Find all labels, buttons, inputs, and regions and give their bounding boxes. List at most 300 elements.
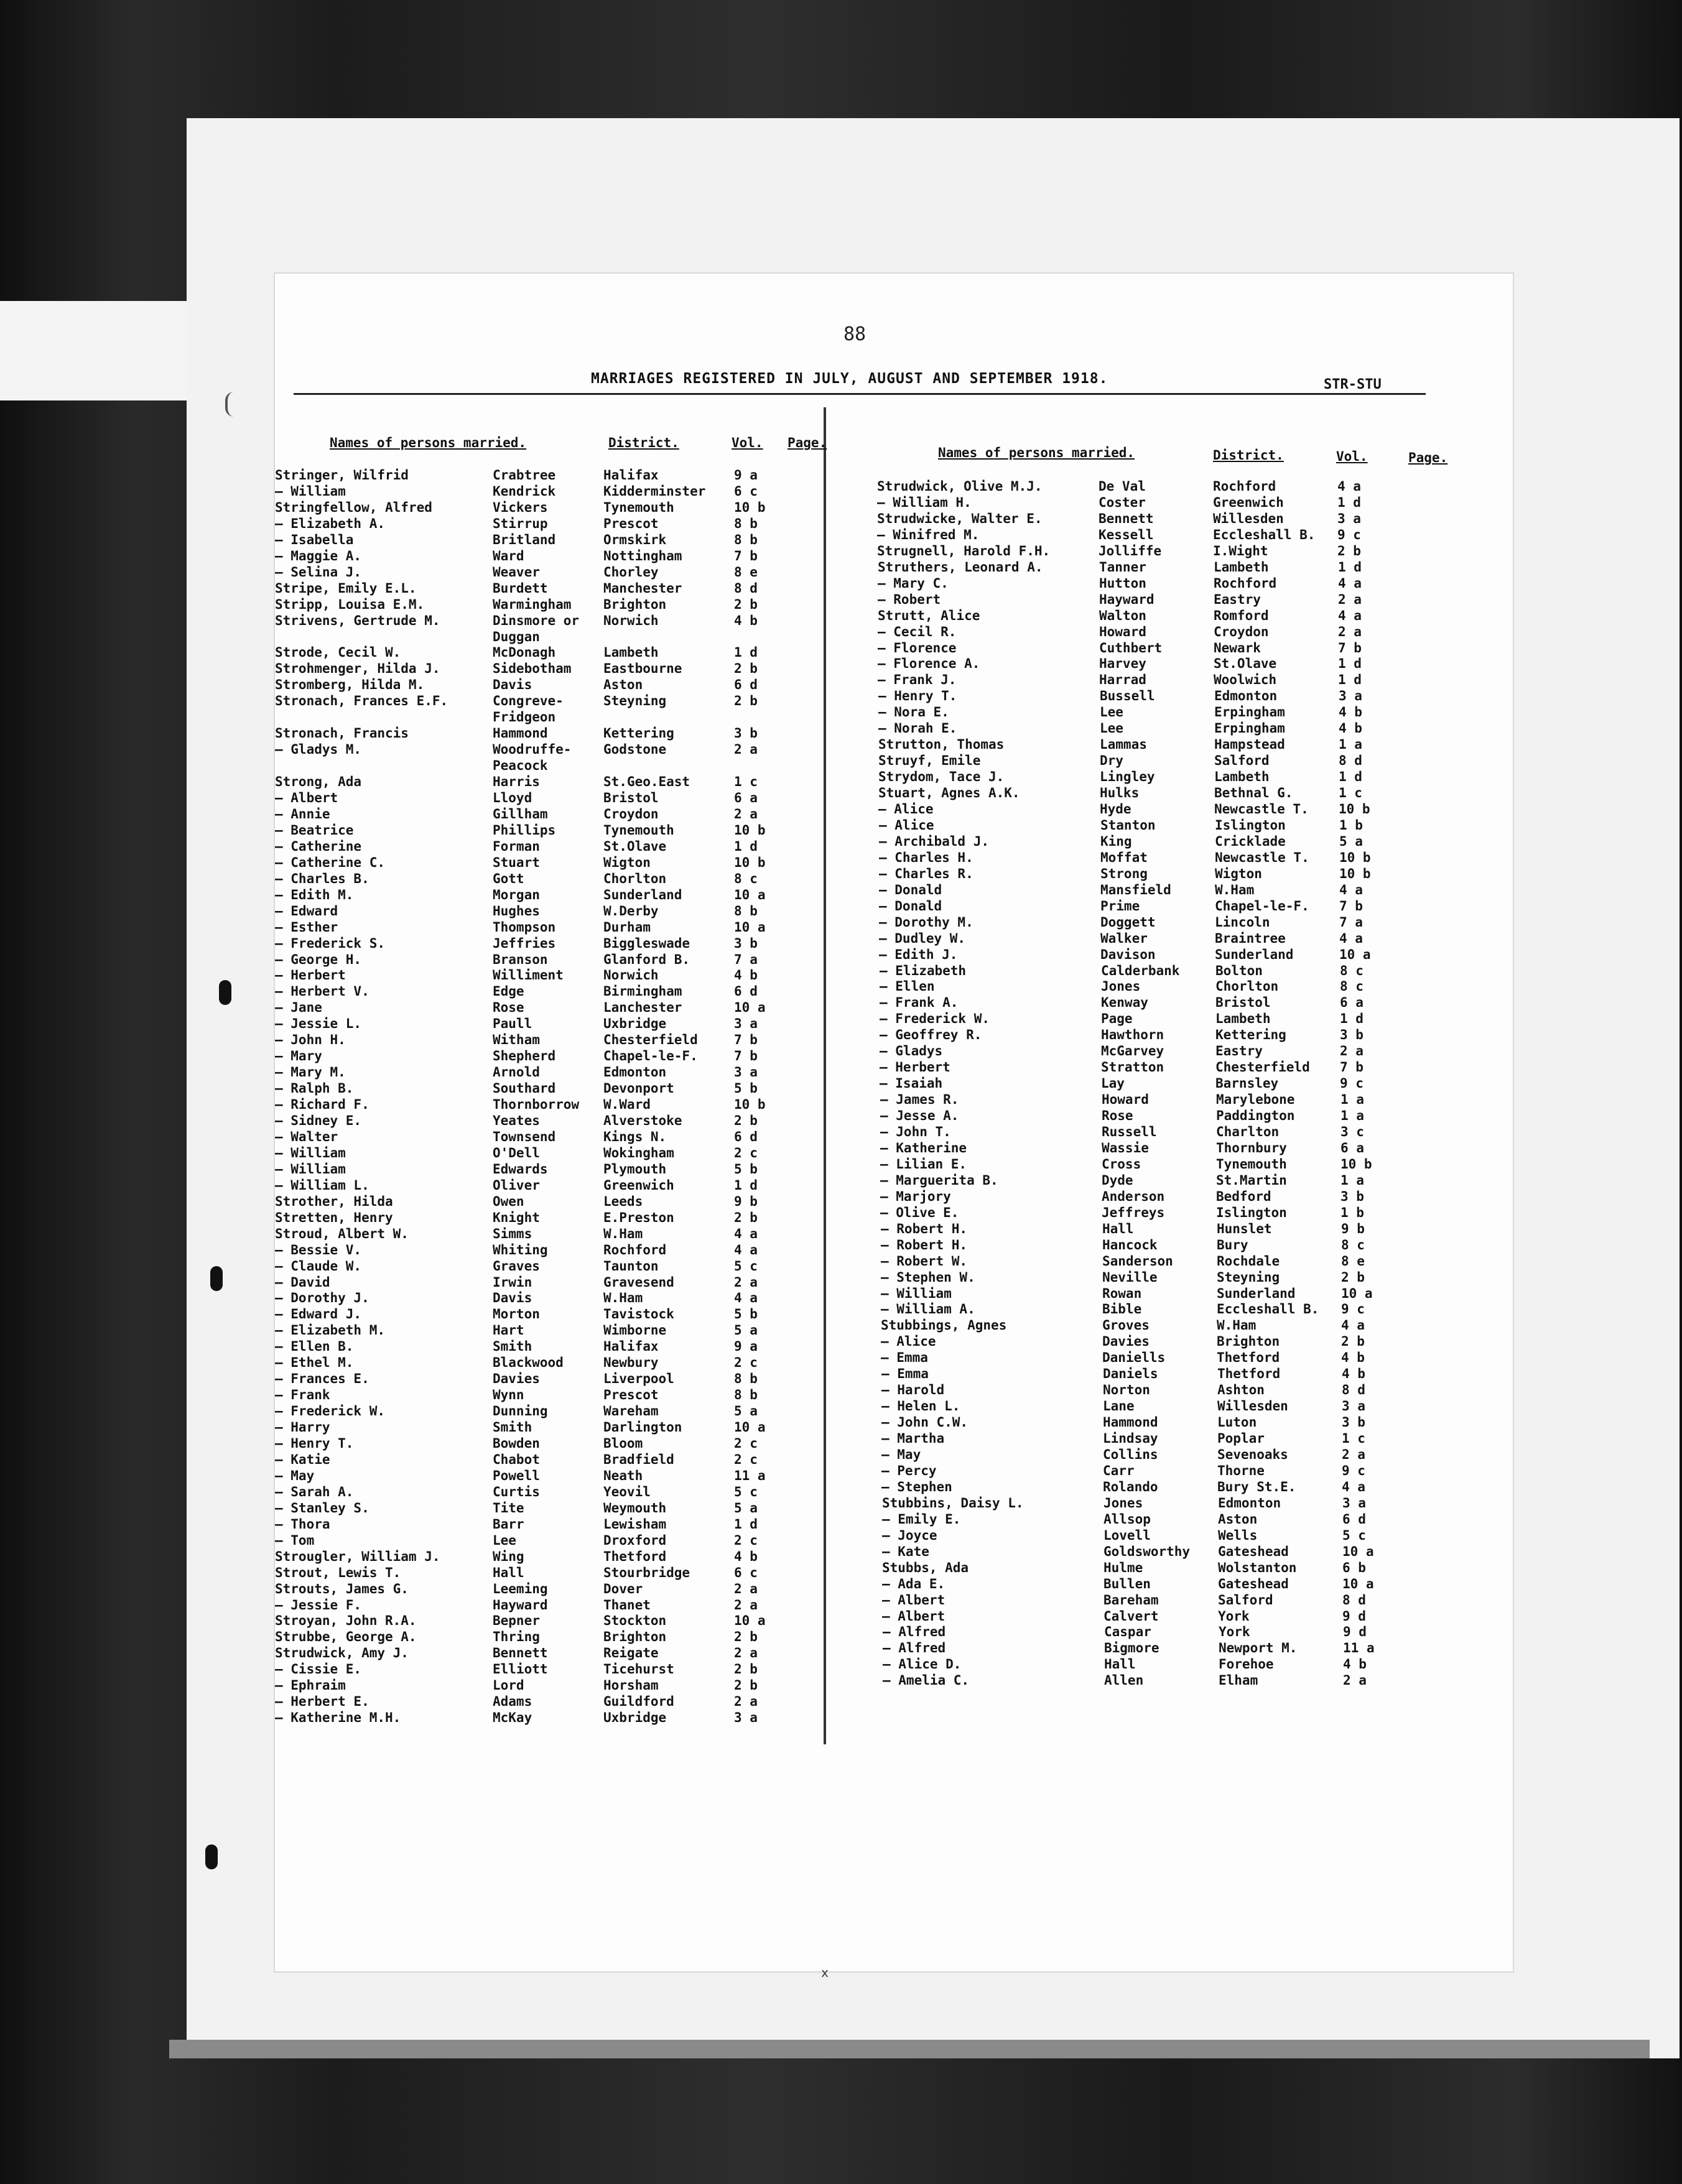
cell-spouse: Rose	[1102, 1108, 1133, 1123]
cell-name: — William	[275, 1145, 346, 1160]
cell-spouse: Dyde	[1102, 1173, 1133, 1188]
cell-vol: 9 a	[734, 1339, 758, 1354]
cell-name: — Ellen	[880, 979, 935, 994]
cell-district: Rochdale	[1217, 1254, 1280, 1269]
cell-spouse: Hyde	[1100, 802, 1131, 817]
cell-district: Kettering	[603, 726, 674, 741]
cell-spouse: Tite	[493, 1501, 524, 1515]
cell-district: Durham	[603, 920, 651, 935]
cell-district: Lambeth	[1214, 560, 1269, 575]
cell-name: — Stephen W.	[881, 1270, 975, 1285]
cell-name: — Charles B.	[275, 871, 369, 886]
cell-vol: 2 c	[734, 1145, 758, 1160]
cell-vol: 2 c	[734, 1452, 758, 1467]
punch-hole-1	[225, 392, 234, 417]
cell-spouse: Lay	[1101, 1076, 1125, 1091]
cell-spouse: Norton	[1103, 1382, 1150, 1397]
cell-spouse: Bennett	[1099, 511, 1154, 526]
cell-vol: 1 d	[734, 645, 758, 660]
cell-spouse: Strong	[1100, 866, 1148, 881]
cell-name: — Marguerita B.	[880, 1173, 998, 1188]
cell-spouse: Harris	[493, 774, 540, 789]
cell-name: Stroyan, John R.A.	[275, 1613, 417, 1628]
cell-vol: 1 a	[1339, 737, 1362, 752]
cell-vol: 5 c	[1342, 1528, 1366, 1543]
cell-spouse: Groves	[1102, 1318, 1150, 1333]
cell-spouse: Shepherd	[493, 1048, 556, 1063]
cell-vol: 9 c	[1342, 1463, 1365, 1478]
cell-vol: 6 d	[734, 984, 758, 999]
cell-vol: 1 d	[734, 1178, 758, 1193]
cell-name: — Beatrice	[275, 823, 354, 838]
cell-district: Thetford	[1217, 1350, 1280, 1365]
cell-vol: 10 b	[734, 823, 766, 838]
cell-district: Wigton	[603, 855, 651, 870]
cell-vol: 2 b	[734, 1113, 758, 1128]
cell-name: Strydom, Tace J.	[878, 769, 1005, 784]
cell-spouse: Bowden	[493, 1436, 540, 1451]
header-vol: Vol.	[732, 435, 763, 450]
cell-district: W.Ham	[1217, 1318, 1257, 1333]
cell-district: Halifax	[603, 468, 659, 483]
cell-district: Newbury	[603, 1355, 659, 1370]
cell-vol: 8 c	[1340, 963, 1364, 978]
cell-name: — Stephen	[881, 1479, 952, 1494]
cell-spouse: Rowan	[1102, 1286, 1142, 1301]
cell-name: Struyf, Emile	[878, 753, 981, 768]
cell-spouse: Davis	[493, 1290, 532, 1305]
cell-vol: 8 d	[1342, 1382, 1365, 1397]
cell-district: Wolstanton	[1218, 1560, 1297, 1575]
cell-district: Rochford	[1214, 576, 1277, 591]
cell-district: Glanford B.	[603, 952, 690, 967]
cell-spouse: Dunning	[493, 1404, 548, 1418]
punch-hole-4	[205, 1844, 218, 1869]
cell-spouse: Adams	[493, 1694, 532, 1709]
cell-name: — May	[881, 1447, 921, 1462]
cell-district: Leeds	[603, 1194, 643, 1209]
cell-vol: 10 b	[734, 500, 766, 515]
cell-name: — William A.	[881, 1302, 975, 1316]
cell-vol: 3 a	[1342, 1399, 1365, 1414]
cell-name: Strougler, William J.	[275, 1549, 440, 1564]
cell-name: — Jane	[275, 1000, 322, 1015]
cell-vol: 9 c	[1337, 527, 1361, 542]
cell-name: — Bessie V.	[275, 1242, 362, 1257]
cell-spouse: Hart	[493, 1323, 524, 1338]
cell-vol: 7 a	[1339, 915, 1363, 930]
cell-vol: 2 b	[734, 1210, 758, 1225]
cell-district: Wokingham	[603, 1145, 674, 1160]
cell-spouse: Gott	[493, 871, 524, 886]
cell-name: — Albert	[275, 790, 338, 805]
cell-spouse: Hall	[1102, 1221, 1134, 1236]
cell-district: Prescot	[603, 1387, 659, 1402]
cell-district: Tavistock	[603, 1307, 674, 1321]
cell-spouse: Smith	[493, 1339, 532, 1354]
cell-vol: 7 b	[1340, 1060, 1364, 1075]
cell-spouse: Congreve-	[493, 693, 564, 708]
cell-spouse: Paull	[493, 1016, 532, 1031]
cell-district: Newcastle T.	[1214, 802, 1309, 817]
cell-spouse: Lord	[493, 1678, 524, 1693]
cell-vol: 8 d	[734, 581, 758, 596]
cell-district: Brighton	[1217, 1334, 1280, 1349]
cell-vol: 10 b	[734, 1097, 766, 1112]
cell-spouse: Rolando	[1103, 1479, 1158, 1494]
cell-spouse: Bareham	[1104, 1593, 1159, 1608]
paper-edge-shadow	[169, 2040, 1650, 2058]
cell-vol: 2 a	[1338, 592, 1362, 607]
cell-district: Erpingham	[1214, 705, 1285, 720]
cell-name: — William	[275, 484, 346, 499]
cell-vol: 3 a	[1342, 1496, 1366, 1511]
cell-name: — Dorothy J.	[275, 1290, 369, 1305]
cell-district: Aston	[1218, 1512, 1258, 1527]
cell-vol: 8 e	[734, 565, 758, 580]
cell-name: — Gladys M.	[275, 742, 362, 757]
cell-vol: 1 d	[1339, 769, 1362, 784]
cell-spouse: Lloyd	[493, 790, 532, 805]
cell-vol: 2 a	[1343, 1673, 1367, 1688]
cell-district: I.Wight	[1213, 544, 1268, 558]
cell-name: — Olive E.	[880, 1205, 959, 1220]
header-rule	[294, 393, 1426, 395]
cell-spouse: Goldsworthy	[1104, 1544, 1191, 1559]
cell-vol: 10 a	[1341, 1286, 1373, 1301]
cell-name: Stripp, Louisa E.M.	[275, 597, 425, 612]
cell-vol: 4 a	[1339, 882, 1363, 897]
cell-vol: 2 a	[1338, 624, 1362, 639]
cell-spouse: Carr	[1103, 1463, 1135, 1478]
cell-district: Barnsley	[1215, 1076, 1279, 1091]
cell-spouse: Cross	[1102, 1157, 1141, 1172]
cell-spouse: McDonagh	[493, 645, 556, 660]
cell-district: Tynemouth	[603, 823, 674, 838]
cell-spouse: Bennett	[493, 1645, 548, 1660]
cell-name: — William	[275, 1162, 346, 1177]
cell-spouse: Hutton	[1099, 576, 1146, 591]
cell-name: — Katherine	[880, 1141, 967, 1155]
cell-spouse: Owen	[493, 1194, 524, 1209]
cell-vol: 5 c	[734, 1259, 758, 1274]
cell-spouse: Graves	[493, 1259, 540, 1274]
cell-vol: 10 a	[734, 1613, 766, 1628]
cell-district: Edmonton	[603, 1065, 667, 1080]
cell-spouse: Cuthbert	[1099, 641, 1163, 655]
cell-spouse: King	[1100, 834, 1132, 849]
cell-name: — Cissie E.	[275, 1662, 362, 1677]
cell-vol: 4 a	[734, 1290, 758, 1305]
cell-name: — Frank	[275, 1387, 330, 1402]
cell-name: — James R.	[880, 1092, 959, 1107]
cell-district: Islington	[1216, 1205, 1287, 1220]
cell-name: — Selina J.	[275, 565, 362, 580]
cell-spouse: Woodruffe-	[493, 742, 572, 757]
cell-district: E.Preston	[603, 1210, 674, 1225]
cell-name: — Henry T.	[878, 688, 957, 703]
cell-name: — May	[275, 1468, 315, 1483]
cell-district: Marylebone	[1216, 1092, 1295, 1107]
cell-district: Eastry	[1214, 592, 1261, 607]
cell-name: — Martha	[881, 1431, 945, 1446]
cell-district: Kettering	[1215, 1027, 1286, 1042]
cell-name: — Thora	[275, 1517, 330, 1532]
cell-name: — Alfred	[883, 1640, 946, 1655]
cell-spouse: Harrad	[1099, 672, 1146, 687]
cell-name: Stronach, Frances E.F.	[275, 693, 448, 708]
cell-name: — Robert H.	[881, 1238, 968, 1252]
cell-name: — Elizabeth M.	[275, 1323, 386, 1338]
cell-name: — Cecil R.	[878, 624, 957, 639]
cell-district: Wells	[1218, 1528, 1258, 1543]
cell-vol: 4 a	[1341, 1318, 1365, 1333]
cell-district: Brighton	[603, 1629, 667, 1644]
cell-name: — Helen L.	[881, 1399, 960, 1414]
cell-vol: 1 d	[1338, 672, 1362, 687]
cell-vol: 1 c	[734, 774, 758, 789]
cell-spouse: Gillham	[493, 807, 548, 821]
cell-name: — Geoffrey R.	[880, 1027, 982, 1042]
cell-name: — Frances E.	[275, 1371, 369, 1386]
cell-name: Stripe, Emily E.L.	[275, 581, 417, 596]
cell-vol: 9 b	[734, 1194, 758, 1209]
cell-vol: 8 d	[1342, 1593, 1366, 1608]
cell-district: Elham	[1219, 1673, 1258, 1688]
cell-spouse: Hawthorn	[1101, 1027, 1164, 1042]
cell-name: — Herbert E.	[275, 1694, 369, 1709]
index-code: STR-STU	[1324, 377, 1382, 392]
cell-spouse: McGarvey	[1101, 1043, 1164, 1058]
cell-name: — Elizabeth	[880, 963, 967, 978]
cell-district: Rochford	[603, 1242, 667, 1257]
cell-spouse: Lee	[1100, 705, 1123, 720]
cell-name: Stringer, Wilfrid	[275, 468, 409, 483]
cell-spouse: Caspar	[1104, 1624, 1151, 1639]
cell-spouse: Curtis	[493, 1484, 540, 1499]
cell-vol: 2 b	[734, 1678, 758, 1693]
cell-district: Romford	[1214, 608, 1269, 623]
cell-vol: 4 b	[734, 613, 758, 628]
cell-vol: 3 b	[1340, 1189, 1364, 1204]
cell-spouse: Williment	[493, 968, 564, 983]
cell-vol: 4 b	[1339, 721, 1362, 736]
cell-district: Thanet	[603, 1598, 651, 1613]
cell-vol: 5 a	[734, 1404, 758, 1418]
cell-district: Guildford	[603, 1694, 674, 1709]
cell-vol: 1 d	[1338, 656, 1362, 671]
cell-vol: 4 a	[1342, 1479, 1365, 1494]
cell-vol: 1 d	[734, 1517, 758, 1532]
cell-district: Lambeth	[1215, 1011, 1271, 1026]
cell-vol: 5 b	[734, 1307, 758, 1321]
cell-spouse: Thornborrow	[493, 1097, 580, 1112]
cell-name: — William L.	[275, 1178, 369, 1193]
cell-vol: 4 a	[1337, 479, 1361, 494]
cell-name: — Albert	[882, 1593, 946, 1608]
cell-vol: 3 a	[1339, 688, 1362, 703]
cell-spouse: Kenway	[1101, 995, 1148, 1010]
cell-district: Norwich	[603, 613, 659, 628]
cell-name: Strode, Cecil W.	[275, 645, 401, 660]
cell-name: — Jessie F.	[275, 1598, 362, 1613]
cell-vol: 4 a	[1339, 931, 1363, 946]
cell-name: — Frederick W.	[275, 1404, 386, 1418]
cell-name: — William H.	[877, 495, 972, 510]
cell-vol: 7 a	[734, 952, 758, 967]
cell-district: Salford	[1218, 1593, 1273, 1608]
header-page: Page.	[788, 435, 827, 450]
cell-district: Bury St.E.	[1217, 1479, 1296, 1494]
cell-spouse: Stratton	[1101, 1060, 1164, 1075]
cell-name: Strutton, Thomas	[878, 737, 1005, 752]
cell-vol: 3 a	[734, 1710, 758, 1725]
cell-name: Strudwicke, Walter E.	[877, 511, 1043, 526]
cell-name: — Tom	[275, 1533, 315, 1548]
cell-vol: 5 a	[1339, 834, 1363, 849]
cell-district: Charlton	[1216, 1124, 1280, 1139]
cell-spouse: Daniels	[1103, 1366, 1158, 1381]
cell-name: — Dorothy M.	[879, 915, 973, 930]
cell-name: — Henry T.	[275, 1436, 354, 1451]
cell-vol: 3 b	[734, 936, 758, 951]
cell-district: Wigton	[1215, 866, 1262, 881]
cell-district: Woolwich	[1214, 672, 1277, 687]
cell-spouse: Peacock	[493, 758, 548, 773]
cell-district: Godstone	[603, 742, 667, 757]
cell-vol: 2 b	[734, 661, 758, 676]
cell-spouse: Lammas	[1100, 737, 1147, 752]
cell-name: Stubbins, Daisy L.	[882, 1496, 1024, 1511]
cell-district: Willesden	[1213, 511, 1284, 526]
cell-spouse: Page	[1101, 1011, 1133, 1026]
cell-district: St.Geo.East	[603, 774, 690, 789]
cell-district: Alverstoke	[603, 1113, 682, 1128]
cell-district: Edmonton	[1218, 1496, 1281, 1511]
cell-district: Uxbridge	[603, 1016, 667, 1031]
cell-spouse: Bepner	[493, 1613, 540, 1628]
cell-spouse: Simms	[493, 1226, 532, 1241]
cell-spouse: Hall	[1104, 1657, 1136, 1672]
cell-name: — Archibald J.	[879, 834, 990, 849]
cell-name: Stromberg, Hilda M.	[275, 677, 425, 692]
punch-hole-3	[210, 1266, 223, 1291]
cell-name: — Catherine C.	[275, 855, 386, 870]
cell-vol: 4 a	[1338, 576, 1362, 591]
cell-district: Reigate	[603, 1645, 659, 1660]
cell-district: Uxbridge	[603, 1710, 667, 1725]
cell-name: Strugnell, Harold F.H.	[877, 544, 1051, 558]
cell-vol: 8 e	[1341, 1254, 1365, 1269]
cell-spouse: Kessell	[1099, 527, 1154, 542]
cell-vol: 2 b	[1341, 1334, 1365, 1349]
cell-name: — Alfred	[883, 1624, 946, 1639]
cell-vol: 10 b	[734, 855, 766, 870]
cell-vol: 3 a	[1337, 511, 1361, 526]
cell-name: — Albert	[882, 1609, 946, 1624]
cell-name: — Lilian E.	[880, 1157, 967, 1172]
cell-vol: 4 a	[734, 1242, 758, 1257]
cell-district: Neath	[603, 1468, 643, 1483]
cell-spouse: Daniells	[1102, 1350, 1166, 1365]
cell-district: Rochford	[1213, 479, 1276, 494]
cell-vol: 11 a	[1343, 1640, 1375, 1655]
cell-vol: 2 a	[734, 1581, 758, 1596]
cell-vol: 5 a	[734, 1501, 758, 1515]
cell-name: Stuart, Agnes A.K.	[878, 785, 1020, 800]
cell-vol: 3 a	[734, 1065, 758, 1080]
cell-spouse: Townsend	[493, 1129, 556, 1144]
cell-vol: 4 b	[1339, 705, 1362, 720]
cell-district: Droxford	[603, 1533, 667, 1548]
cell-name: — William	[881, 1286, 952, 1301]
cell-district: Eastry	[1215, 1043, 1263, 1058]
cell-name: Strubbe, George A.	[275, 1629, 417, 1644]
cell-district: W.Ham	[603, 1226, 643, 1241]
cell-vol: 1 a	[1340, 1108, 1364, 1123]
cell-spouse: Witham	[493, 1032, 540, 1047]
cell-district: Yeovil	[603, 1484, 651, 1499]
cell-name: — John C.W.	[881, 1415, 969, 1430]
cell-spouse: Neville	[1102, 1270, 1158, 1285]
cell-name: — John H.	[275, 1032, 346, 1047]
cell-vol: 1 a	[1340, 1173, 1364, 1188]
cell-district: Wimborne	[603, 1323, 667, 1338]
cell-name: — Florence	[878, 641, 957, 655]
cell-district: Halifax	[603, 1339, 659, 1354]
cell-name: — Amelia C.	[883, 1673, 970, 1688]
cell-name: Stroud, Albert W.	[275, 1226, 409, 1241]
cell-spouse: Vickers	[493, 500, 548, 515]
cell-district: Bury	[1217, 1238, 1248, 1252]
cell-spouse: Hancock	[1102, 1238, 1158, 1252]
cell-district: Willesden	[1217, 1399, 1288, 1414]
cell-district: Horsham	[603, 1678, 659, 1693]
cell-spouse: Wing	[493, 1549, 524, 1564]
cell-district: Lincoln	[1215, 915, 1270, 930]
cell-district: Chorley	[603, 565, 659, 580]
cell-district: W.Ward	[603, 1097, 651, 1112]
cell-vol: 10 a	[734, 887, 766, 902]
cell-district: Greenwich	[603, 1178, 674, 1193]
cell-spouse: Powell	[493, 1468, 540, 1483]
cell-district: Islington	[1215, 818, 1286, 833]
cell-spouse: Lindsay	[1103, 1431, 1158, 1446]
cell-spouse: Jeffries	[493, 936, 556, 951]
cell-name: — Robert	[878, 592, 941, 607]
cell-name: — Claude W.	[275, 1259, 362, 1274]
cell-vol: 3 a	[734, 1016, 758, 1031]
cell-name: — Herbert	[275, 968, 346, 983]
cell-vol: 6 d	[734, 677, 758, 692]
cell-spouse: Yeates	[493, 1113, 540, 1128]
cell-district: Lambeth	[603, 645, 659, 660]
cell-spouse: Dinsmore or	[493, 613, 580, 628]
cell-district: Hampstead	[1214, 737, 1285, 752]
cell-spouse: Irwin	[493, 1275, 532, 1290]
cell-vol: 1 a	[1340, 1092, 1364, 1107]
cell-spouse: Walton	[1099, 608, 1146, 623]
cell-spouse: Wynn	[493, 1387, 524, 1402]
cell-vol: 4 b	[734, 1549, 758, 1564]
cell-name: — Jessie L.	[275, 1016, 362, 1031]
cell-district: Bethnal G.	[1214, 785, 1293, 800]
cell-spouse: Thompson	[493, 920, 556, 935]
cell-district: St.Olave	[603, 839, 667, 854]
cell-spouse: Kendrick	[493, 484, 556, 499]
cell-district: Devonport	[603, 1081, 674, 1096]
cell-name: Stringfellow, Alfred	[275, 500, 432, 515]
